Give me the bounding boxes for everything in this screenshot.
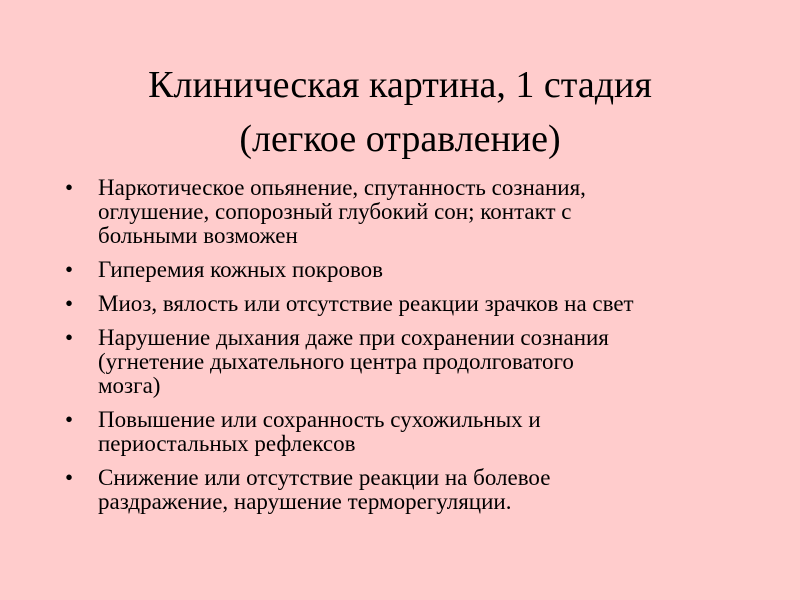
bullet-text-line: Наркотическое опьянение, спутанность сознания, — [98, 175, 586, 200]
bullet-text-line: Нарушение дыхания даже при сохранении сознания — [98, 325, 609, 350]
bullet-item-5 — [60, 408, 750, 456]
bullet-dot-icon: • — [65, 465, 74, 490]
slide-title — [40, 58, 760, 166]
bullet-item-1 — [60, 176, 750, 248]
bullet-dot-icon: • — [65, 407, 74, 432]
bullet-dot-icon: • — [65, 175, 74, 200]
bullet-text-line: больными возможен — [98, 223, 298, 248]
bullet-item-3 — [60, 292, 750, 316]
bullet-text-line: (угнетение дыхательного центра продолговатого — [98, 349, 574, 374]
slide-title-line-1: Клиническая картина, 1 стадия — [148, 64, 652, 106]
bullet-item-4 — [60, 326, 750, 398]
bullet-text-line: Миоз, вялость или отсутствие реакции зрачков на свет — [98, 291, 634, 316]
bullet-dot-icon: • — [65, 291, 74, 316]
bullet-text-line: Снижение или отсутствие реакции на болевое — [98, 465, 551, 490]
slide-title-line-2: (легкое отравление) — [239, 118, 561, 160]
bullet-text-line: Гиперемия кожных покровов — [98, 257, 384, 282]
bullet-text-line: оглушение, сопорозный глубокий сон; контакт с — [98, 199, 572, 224]
bullet-text-line: мозга) — [98, 373, 161, 398]
bullet-dot-icon: • — [65, 325, 74, 350]
bullet-text-line: раздражение, нарушение терморегуляции. — [98, 489, 512, 514]
bullet-text-line: Повышение или сохранность сухожильных и — [98, 407, 541, 432]
bullet-item-6 — [60, 466, 750, 514]
bullet-list — [60, 176, 750, 524]
bullet-text-line: периостальных рефлексов — [98, 431, 356, 456]
bullet-item-2 — [60, 258, 750, 282]
bullet-dot-icon: • — [65, 257, 74, 282]
